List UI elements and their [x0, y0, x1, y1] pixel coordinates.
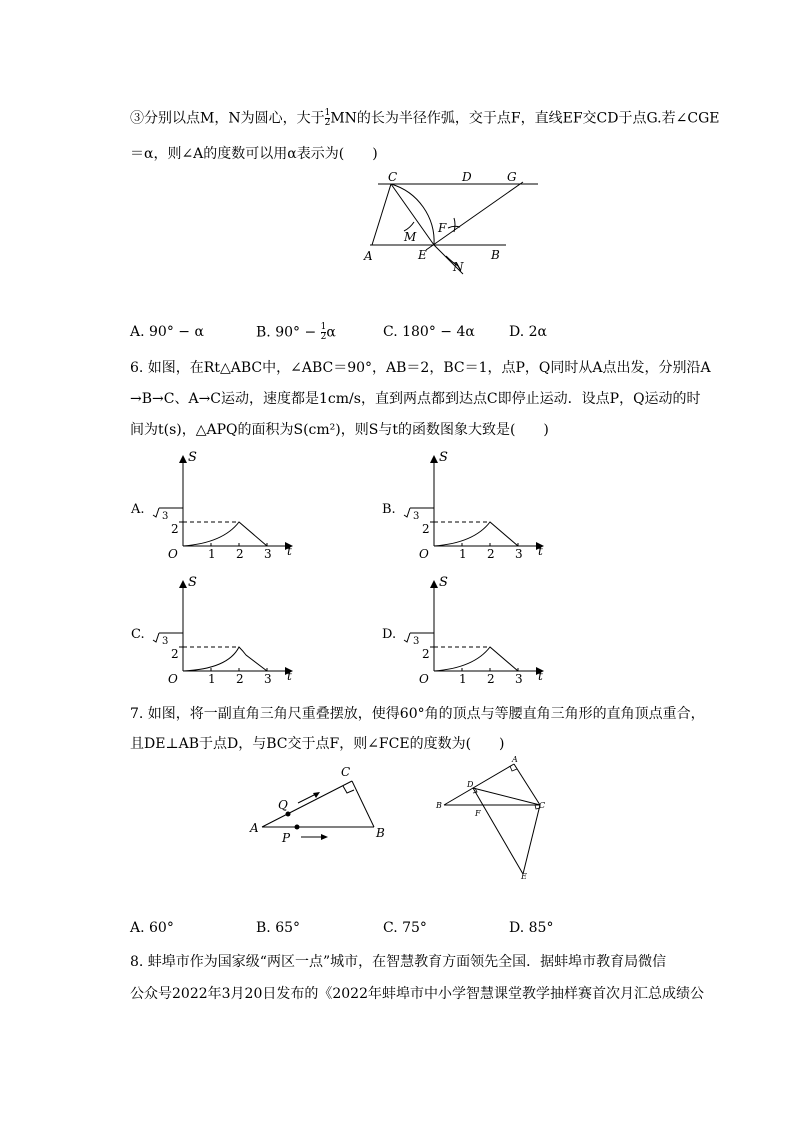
q7-fig1-label-q: Q — [278, 798, 288, 812]
graph-curve — [183, 522, 267, 546]
q5-label-e: E — [418, 248, 427, 262]
q8-text-line1: 8. 蚌埠市作为国家级“两区一点”城市，在智慧教育方面领先全国．据蚌埠市教育局微信 — [130, 954, 667, 970]
q7-fig2-label-a: A — [512, 755, 518, 764]
q7-text-line2: 且DE⊥AB于点D，与BC交于点F，则∠FCE的度数为( ) — [130, 736, 505, 752]
x-label-2: 2 — [487, 547, 495, 561]
axis-label-t: t — [287, 669, 292, 683]
q7-fig2-label-c: C — [539, 801, 546, 810]
x-label-2: 2 — [487, 672, 495, 686]
axis-label-s: S — [188, 450, 197, 465]
q5-option-d[interactable]: D. 2α — [509, 324, 547, 340]
q7-fig2-label-b: B — [436, 801, 442, 810]
q5-text-a: ③分别以点M，N为圆心，大于 — [130, 110, 325, 127]
q8-text-line2: 公众号2022年3月20日发布的《2022年蚌埠市中小学智慧课堂教学抽样赛首次月汇总成绩公 — [130, 986, 704, 1002]
graph-option-d[interactable] — [381, 575, 551, 690]
graph-letter: B. — [382, 502, 396, 517]
frac-num: 1 — [324, 108, 331, 118]
x-label-3: 3 — [515, 547, 523, 561]
q5-label-f: F — [438, 221, 447, 235]
y-axis-arrow — [179, 455, 187, 463]
q7-figure-moving-points — [248, 762, 398, 847]
q7-option-c[interactable]: C. 75° — [383, 920, 427, 936]
axis-label-t: t — [287, 544, 292, 558]
q7-fig2-label-d: D — [467, 780, 474, 789]
q7-figure-set-squares — [430, 755, 560, 885]
graph-option-c[interactable] — [130, 575, 300, 690]
axis-label-t: t — [538, 544, 543, 558]
y-label-2: 2 — [171, 522, 179, 536]
y-label-2: 2 — [171, 647, 179, 661]
q5-label-n: N — [453, 260, 464, 274]
q5-label-m: M — [404, 230, 417, 244]
x-label-2: 2 — [236, 547, 244, 561]
y-label-2: 2 — [422, 522, 430, 536]
graph-option-a[interactable] — [130, 450, 300, 565]
q5-option-b[interactable] — [256, 323, 336, 342]
q7-fig1-label-a: A — [250, 821, 259, 835]
q7-fig2-label-e: E — [521, 872, 527, 881]
sqrt-sign — [153, 508, 159, 517]
q5-geometry-figure — [360, 170, 560, 280]
q5-option-c[interactable]: C. 180° − 4α — [383, 324, 475, 340]
q5-label-a: A — [364, 249, 373, 263]
q7-fig1-label-b: B — [376, 826, 385, 840]
sqrt3-label: 3 — [413, 636, 420, 647]
axis-label-s: S — [439, 450, 448, 465]
origin-label: O — [168, 672, 178, 686]
q7-option-b[interactable]: B. 65° — [256, 920, 301, 936]
x-label-1: 1 — [208, 672, 216, 686]
frac-num: 1 — [320, 322, 327, 332]
x-label-3: 3 — [264, 547, 272, 561]
frac-den: 2 — [324, 118, 331, 128]
sqrt3-label: 3 — [413, 511, 420, 522]
q5-label-g: G — [507, 170, 517, 184]
x-label-1: 1 — [208, 547, 216, 561]
y-axis-arrow — [430, 455, 438, 463]
graph-curve — [434, 522, 518, 546]
sqrt3-label: 3 — [162, 636, 169, 647]
q5-option-b-alpha: α — [326, 324, 336, 341]
graph-curve — [434, 647, 518, 671]
q5-option-a[interactable]: A. 90° − α — [130, 324, 204, 340]
y-label-2: 2 — [422, 647, 430, 661]
origin-label: O — [419, 547, 429, 561]
q5-text-b: MN的长为半径作弧，交于点F，直线EF交CD于点G.若∠CGE — [330, 110, 720, 127]
q7-fig1-label-c: C — [341, 765, 351, 779]
origin-label: O — [419, 672, 429, 686]
frac-den: 2 — [320, 332, 327, 342]
q5-label-b: B — [491, 248, 500, 262]
y-axis-arrow — [179, 580, 187, 588]
graph-curve — [183, 647, 267, 671]
sqrt-sign — [153, 633, 159, 642]
q6-text-line2: →B→C、A→C运动，速度都是1cm/s，直到两点都到达点C即停止运动．设点P，Q运动的时 — [130, 391, 701, 407]
sqrt-sign — [404, 508, 410, 517]
axis-label-s: S — [439, 575, 448, 590]
axis-label-s: S — [188, 575, 197, 590]
y-axis-arrow — [430, 580, 438, 588]
q5-label-d: D — [462, 170, 472, 184]
graph-letter: C. — [131, 627, 145, 642]
q6-text-line3: 间为t(s)，△APQ的面积为S(cm²)，则S与t的函数图象大致是( ) — [130, 422, 549, 438]
q7-fig1-label-p: P — [282, 831, 291, 845]
x-label-1: 1 — [459, 547, 467, 561]
x-label-3: 3 — [264, 672, 272, 686]
x-label-1: 1 — [459, 672, 467, 686]
q5-option-b-text: B. 90° − — [256, 324, 321, 341]
q5-text-line1 — [130, 109, 719, 128]
x-label-3: 3 — [515, 672, 523, 686]
q6-text-line1: 6. 如图，在Rt△ABC中，∠ABC＝90°，AB＝2，BC＝1，点P，Q同时从A点出发，分别沿A — [130, 360, 711, 376]
axis-label-t: t — [538, 669, 543, 683]
q5-label-c: C — [388, 170, 398, 184]
graph-letter: A. — [131, 502, 145, 517]
q7-option-a[interactable]: A. 60° — [130, 920, 174, 936]
q7-fig2-label-f: F — [475, 809, 481, 818]
x-label-2: 2 — [236, 672, 244, 686]
sqrt3-label: 3 — [162, 511, 169, 522]
graph-letter: D. — [382, 627, 397, 642]
q7-text-line1: 7. 如图，将一副直角三角尺重叠摆放，使得60°角的顶点与等腰直角三角形的直角顶点重合， — [130, 706, 705, 722]
origin-label: O — [168, 547, 178, 561]
sqrt-sign — [404, 633, 410, 642]
q5-text-line2: ＝α，则∠A的度数可以用α表示为( ) — [130, 146, 378, 162]
graph-option-b[interactable] — [381, 450, 551, 565]
q7-option-d[interactable]: D. 85° — [509, 920, 554, 936]
